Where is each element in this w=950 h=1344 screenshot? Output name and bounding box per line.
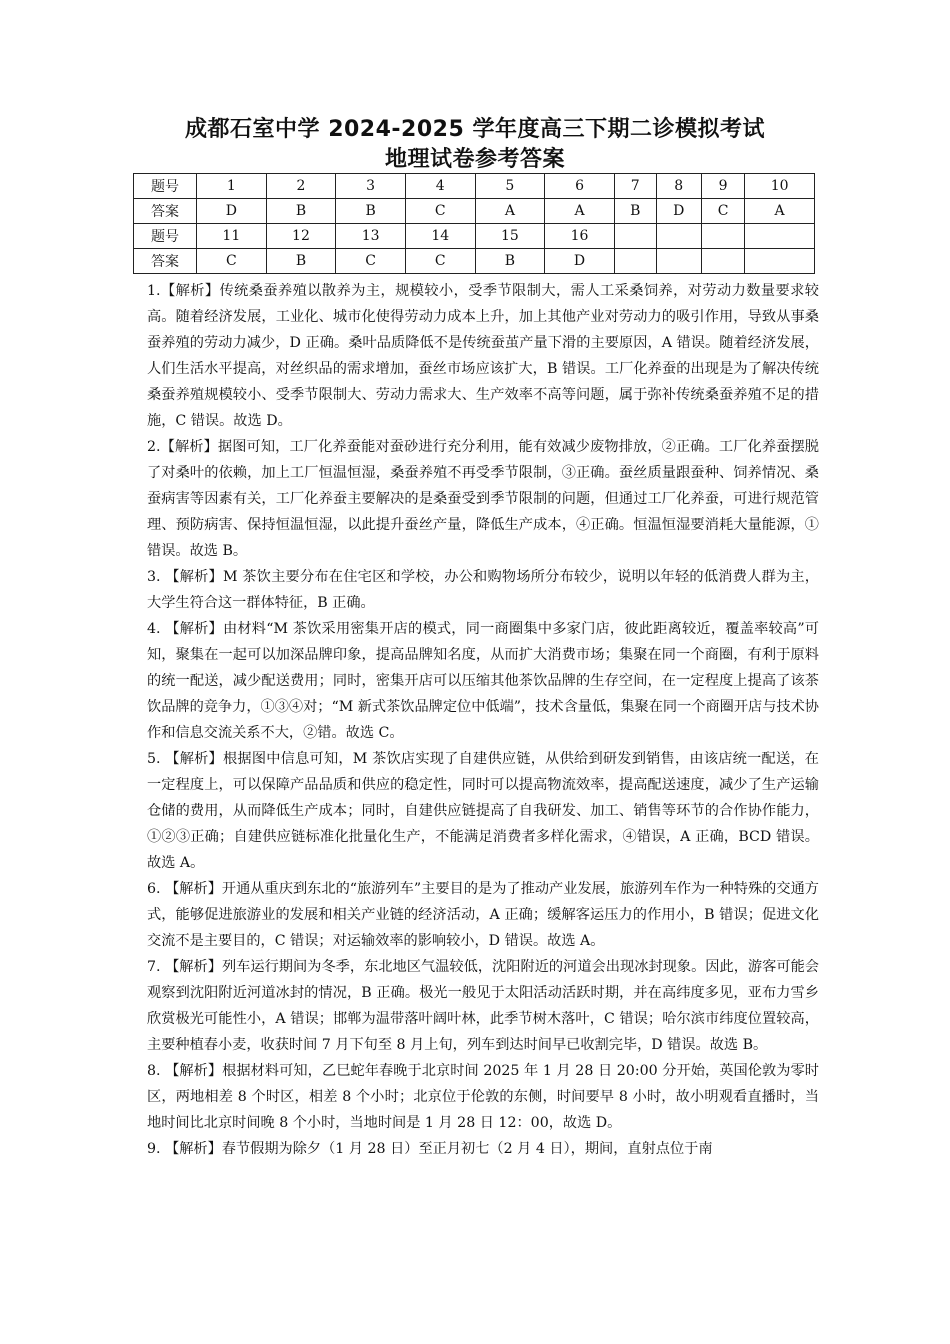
table-cell: B [475,249,545,274]
row-header: 答案 [134,199,197,224]
table-cell: B [266,249,336,274]
explanation-paragraph: 4. 【解析】由材料“M 茶饮采用密集开店的模式，同一商圈集中多家门店，彼此距离较近，覆盖率较高”可知，聚集在一起可以加深品牌印象，提高品牌知名度，从而扩大消费市场；集聚在同一个商圈，有利于原料的统一配送，减少配送费用；同时，密集开店可以压缩其他茶饮品牌的生存空间，在一定程度上提高了该茶饮品牌的竞争力，①③④对；“M 新式茶饮品牌定位中低端”，技术含量低，集聚在同一个商圈开店与技术协作和信息交流关系不大，②错。故选 C。 [147,621,819,741]
table-cell [614,224,656,249]
table-cell [745,249,815,274]
table-cell: 16 [545,224,615,249]
table-cell: 1 [197,174,267,199]
table-cell [656,249,701,274]
table-cell: 8 [656,174,701,199]
table-cell: A [545,199,615,224]
table-cell: C [336,249,406,274]
table-cell [745,224,815,249]
table-cell: C [197,249,267,274]
table-cell: 15 [475,224,545,249]
row-header: 答案 [134,249,197,274]
table-cell: C [405,199,475,224]
table-cell: D [197,199,267,224]
table-cell: 12 [266,224,336,249]
explanation-paragraph: 5. 【解析】根据图中信息可知，M 茶饮店实现了自建供应链，从供给到研发到销售，由该店统一配送，在一定程度上，可以保障产品品质和供应的稳定性，同时可以提高物流效率，提高配送速度，减少了生产运输仓储的费用，从而降低生产成本；同时，自建供应链提高了自我研发、加工、销售等环节的合作协作能力，①②③正确；自建供应链标准化批量化生产，不能满足消费者多样化需求，④错误，A 正确，BCD 错误。故选 A。 [147,751,819,871]
explanation-paragraph: 9. 【解析】春节假期为除夕（1 月 28 日）至正月初七（2 月 4 日），期间，直射点位于南 [147,1141,713,1157]
explanations [147,278,819,1162]
explanation-paragraph: 6. 【解析】开通从重庆到东北的“旅游列车”主要目的是为了推动产业发展，旅游列车作为一种特殊的交通方式，能够促进旅游业的发展和相关产业链的经济活动，A 正确；缓解客运压力的作用小，B 错误；促进文化交流不是主要目的，C 错误；对运输效率的影响较小，D 错误。故选 A。 [147,881,819,949]
table-cell: B [336,199,406,224]
explanation-paragraph: 2.【解析】据图可知，工厂化养蚕能对蚕砂进行充分利用，能有效减少废物排放，②正确。工厂化养蚕摆脱了对桑叶的依赖，加上工厂恒温恒湿，桑蚕养殖不再受季节限制，③正确。蚕丝质量跟蚕种、饲养情况、桑蚕病害等因素有关，工厂化养蚕主要解决的是桑蚕受到季节限制的问题，但通过工厂化养蚕，可进行规范管理、预防病害、保持恒温恒湿，以此提升蚕丝产量，降低生产成本，④正确。恒温恒湿要消耗大量能源，①错误。故选 B。 [147,439,819,559]
table-cell: 9 [701,174,744,199]
table-row [134,224,815,249]
table-cell [701,224,744,249]
table-cell: D [656,199,701,224]
exam-subtitle: 地理试卷参考答案 [384,147,565,172]
table-cell: 5 [475,174,545,199]
table-cell: 2 [266,174,336,199]
table-cell: C [701,199,744,224]
table-cell: 4 [405,174,475,199]
table-cell: A [745,199,815,224]
answer-table [133,173,815,274]
explanation-paragraph: 7. 【解析】列车运行期间为冬季，东北地区气温较低，沈阳附近的河道会出现冰封现象。因此，游客可能会观察到沈阳附近河道冰封的情况，B 正确。极光一般见于太阳活动活跃时期，并在高纬度多见，亚布力雪乡欣赏极光可能性小，A 错误；邯郸为温带落叶阔叶林，此季节树木落叶，C 错误；哈尔滨市纬度位置较高，主要种植春小麦，收获时间 7 月下旬至 8 月上旬，列车到达时间早已收割完毕，D 错误。故选 B。 [147,959,819,1053]
table-cell: 3 [336,174,406,199]
table-cell [614,249,656,274]
table-cell [656,224,701,249]
table-cell: C [405,249,475,274]
table-row [134,174,815,199]
table-cell: A [475,199,545,224]
explanation-paragraph: 1.【解析】传统桑蚕养殖以散养为主，规模较小，受季节限制大，需人工采桑饲养，对劳动力数量要求较高。随着经济发展，工业化、城市化使得劳动力成本上升，加上其他产业对劳动力的吸引作用，导致从事桑蚕养殖的劳动力减少，D 正确。桑叶品质降低不是传统蚕茧产量下滑的主要原因，A 错误。随着经济发展，人们生活水平提高，对丝织品的需求增加，蚕丝市场应该扩大，B 错误。工厂化养蚕的出现是为了解决传统桑蚕养殖规模较小、受季节限制大、劳动力需求大、生产效率不高等问题，属于弥补传统桑蚕养殖不足的措施，C 错误。故选 D。 [147,283,819,429]
table-cell: B [614,199,656,224]
table-cell: 10 [745,174,815,199]
table-cell [701,249,744,274]
explanation-paragraph: 3. 【解析】M 茶饮主要分布在住宅区和学校，办公和购物场所分布较少，说明以年轻的低消费人群为主，大学生符合这一群体特征，B 正确。 [147,569,819,611]
table-cell: 11 [197,224,267,249]
table-row [134,199,815,224]
explanation-paragraph: 8. 【解析】根据材料可知，乙巳蛇年春晚于北京时间 2025 年 1 月 28 日 20:00 分开始，英国伦敦为零时区，两地相差 8 个时区，相差 8 个小时；北京位于伦敦的东侧，时间要早 8 小时，故小明观看直播时，当地时间比北京时间晚 8 个小时，当地时间是 1 月 28 日 12：00，故选 D。 [147,1063,819,1131]
row-header: 题号 [134,174,197,199]
table-cell: B [266,199,336,224]
table-cell: 13 [336,224,406,249]
table-cell: 6 [545,174,615,199]
table-cell: 14 [405,224,475,249]
exam-title: 成都石室中学 2024-2025 学年度高三下期二诊模拟考试 [185,117,765,142]
table-cell: D [545,249,615,274]
table-row [134,249,815,274]
table-cell: 7 [614,174,656,199]
row-header: 题号 [134,224,197,249]
